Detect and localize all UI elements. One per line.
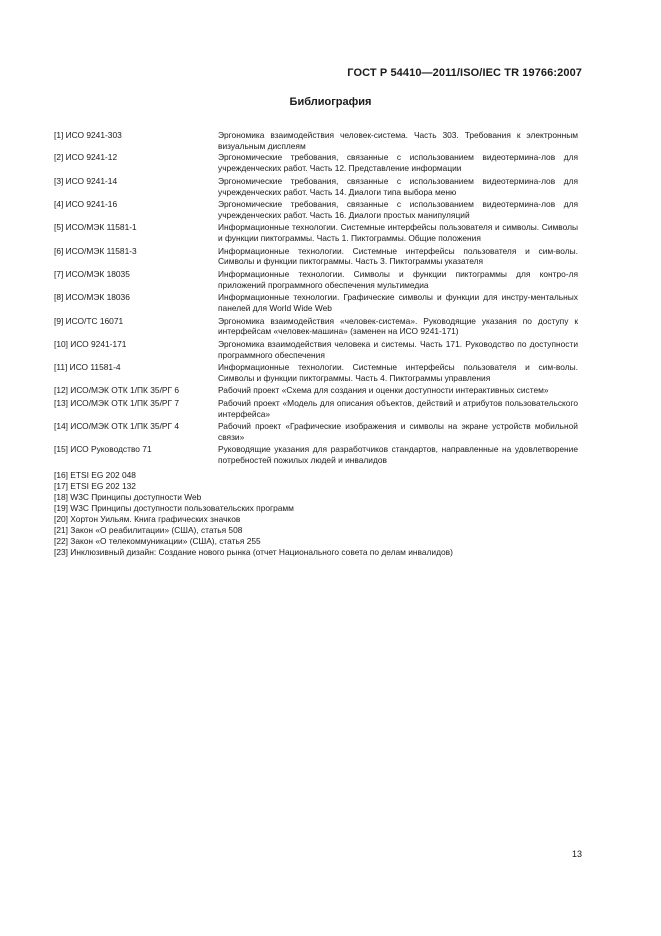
bibliography-entry: [54, 398, 578, 420]
entry-reference: [6] ИСО/МЭК 11581-3: [54, 245, 137, 256]
entry-reference: [8] ИСО/МЭК 18036: [54, 292, 130, 303]
entry-reference: [5] ИСО/МЭК 11581-1: [54, 222, 137, 233]
bibliography-entry: [54, 481, 578, 492]
bibliography-entry: [54, 421, 578, 443]
entry-reference: [14] ИСО/МЭК ОТК 1/ПК 35/РГ 4: [54, 421, 180, 432]
entry-reference: [17] ETSI EG 202 132: [54, 481, 136, 492]
entry-reference: [16] ETSI EG 202 048: [54, 470, 136, 481]
entry-reference: [20] Хортон Уильям. Книга графических значков: [54, 513, 241, 524]
bibliography-entry: [54, 492, 578, 503]
entry-description: Рабочий проект «Графические изображения и символы на экране устройств мобильной связи»: [218, 421, 578, 443]
entry-reference: [19] W3C Принципы доступности пользовательских программ: [54, 503, 294, 513]
entry-reference: [11] ИСО 11581-4: [54, 362, 121, 373]
bibliography-list: [54, 130, 578, 558]
document-header: ГОСТ Р 54410—2011/ISO/IEC TR 19766:2007: [347, 67, 582, 79]
page-title: Библиография: [289, 96, 372, 108]
entry-description: Эргономика взаимодействия человека и системы. Часть 171. Руководство по доступности программного обеспечения: [218, 338, 578, 360]
bibliography-entry: [54, 339, 578, 361]
entry-description: Эргономические требования, связанные с использованием видеотермина-лов для учрежденческих работ. Часть 16. Диалоги простых манипуляций: [218, 198, 578, 220]
entry-reference: [2] ИСО 9241-12: [54, 152, 118, 163]
entry-reference: [13] ИСО/МЭК ОТК 1/ПК 35/РГ 7: [54, 397, 180, 408]
bibliography-entry: [54, 269, 578, 291]
bibliography-entry: [54, 514, 578, 525]
entry-description: Информационные технологии. Системные интерфейсы пользователя и сим-волы. Символы и функции пиктограммы. Часть 4. Пиктограммы управления: [218, 362, 578, 384]
bibliography-entry: [54, 503, 578, 514]
entry-reference: [23] Инклюзивный дизайн: Создание нового рынка (отчет Национального совета по делам инвалидов): [54, 546, 453, 557]
entry-reference: [4] ИСО 9241-16: [54, 198, 118, 209]
entry-reference: [10] ИСО 9241-171: [54, 338, 127, 349]
entry-reference: [18] W3C Принципы доступности Web: [54, 492, 202, 503]
bibliography-entry: [54, 222, 578, 244]
entry-reference: [15] ИСО Руководство 71: [54, 444, 152, 455]
entry-reference: [12] ИСО/МЭК ОТК 1/ПК 35/РГ 6: [54, 385, 180, 396]
entry-reference: [9] ИСО/ТС 16071: [54, 315, 124, 326]
entry-description: Эргономические требования, связанные с использованием видеотермина-лов для учрежденческих работ. Часть 14. Диалоги типа выбора меню: [218, 175, 578, 197]
bibliography-entry: [54, 152, 578, 174]
bibliography-entry: [54, 292, 578, 314]
bibliography-entry: [54, 444, 578, 466]
entry-description: Информационные технологии. Символы и функции пиктограммы для контро-ля приложений программного обеспечения мультимедиа: [218, 268, 578, 290]
entry-description: Эргономика взаимодействия «человек-система». Руководящие указания по доступу к интерфейсам «человек-машина» (заменен на ИСО 9241-171): [218, 315, 578, 337]
bibliography-entry: [54, 130, 578, 152]
entry-description: Руководящие указания для разработчиков стандартов, направленные на удовлетворение потребностей пожилых людей и инвалидов: [218, 444, 578, 466]
entry-reference: [21] Закон «О реабилитации» (США), статья 508: [54, 524, 243, 535]
page-number: 13: [571, 849, 582, 859]
bibliography-entry: [54, 470, 578, 481]
entry-reference: [7] ИСО/МЭК 18035: [54, 268, 130, 279]
bibliography-entry: [54, 385, 578, 396]
entry-reference: [3] ИСО 9241-14: [54, 175, 118, 186]
entry-reference: [1] ИСО 9241-303: [54, 130, 122, 140]
entry-reference: [22] Закон «О телекоммуникации» (США), статья 255: [54, 535, 261, 546]
entry-description: Информационные технологии. Системные интерфейсы пользователя и символы. Символы и функции пиктограммы. Часть 1. Пиктограммы. Общие положения: [218, 222, 578, 244]
bibliography-entry: [54, 525, 578, 536]
bibliography-entry: [54, 362, 578, 384]
entry-description: Эргономика взаимодействия человек-система. Часть 303. Требования к электронным визуальным дисплеям: [218, 130, 578, 151]
entry-description: Информационные технологии. Графические символы и функции для инстру-ментальных панелей для World Wide Web: [218, 292, 578, 314]
bibliography-entry: [54, 176, 578, 198]
entry-description: Информационные технологии. Системные интерфейсы пользователя и сим-волы. Символы и функции пиктограммы. Часть 3. Пиктограммы указателя: [218, 245, 578, 267]
bibliography-entry: [54, 316, 578, 338]
bibliography-entry: [54, 547, 578, 558]
bibliography-entry: [54, 536, 578, 547]
bibliography-entry: [54, 199, 578, 221]
entry-description: Эргономические требования, связанные с использованием видеотермина-лов для учрежденческих работ. Часть 12. Представление информации: [218, 152, 578, 174]
entry-description: Рабочий проект «Модель для описания объектов, действий и атрибутов пользовательского интерфейса»: [218, 397, 578, 419]
entry-description: Рабочий проект «Схема для создания и оценки доступности интерактивных систем»: [218, 385, 549, 396]
bibliography-entry: [54, 246, 578, 268]
